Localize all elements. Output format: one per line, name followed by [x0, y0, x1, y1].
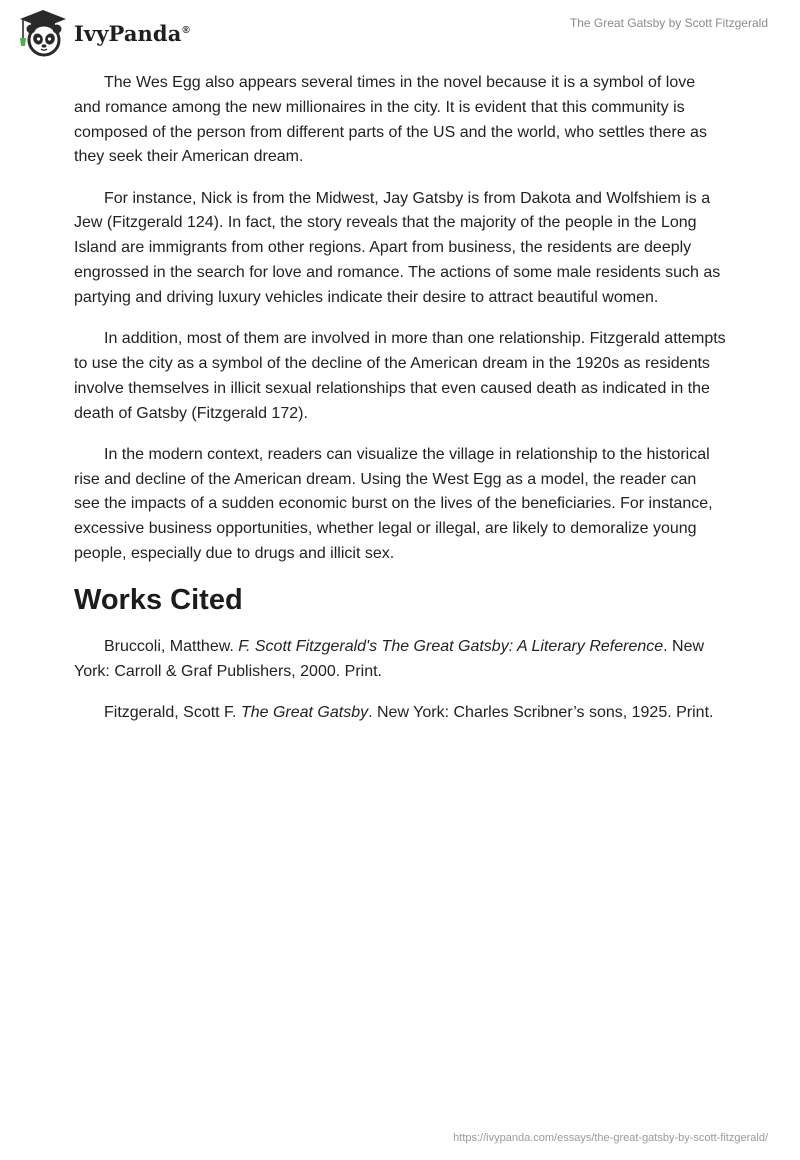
- source-url-link[interactable]: https://ivypanda.com/essays/the-great-gatsby-by-scott-fitzgerald/: [453, 1132, 768, 1144]
- body-paragraph: In the modern context, readers can visualize the village in relationship to the historical rise and decline of the American dream. Using the West Egg as a model, the reader can see the impacts of a sudden economic burst on the lives of the beneficiaries. For instance, excessive business opportunities, whether legal or illegal, are likely to demoralize young people, especially due to drugs and illicit sex.: [74, 445, 713, 563]
- citation-author: Fitzgerald, Scott F.: [104, 704, 241, 722]
- body-paragraph: For instance, Nick is from the Midwest, Jay Gatsby is from Dakota and Wolfshiem is a Jew (Fitzgerald 124). In fact, the story reveals that the majority of the people in the Long Island are immigrants from other regions. Apart from business, the residents are deeply engrossed in the search for love and romance. The actions of some male residents such as partying and driving luxury vehicles indicate their desire to attract beautiful women.: [74, 189, 721, 306]
- citation-publication: . New York: Carroll & Graf Publishers, 2000. Print.: [74, 638, 705, 681]
- citation-author: Bruccoli, Matthew.: [104, 638, 239, 656]
- document-title: The Great Gatsby by Scott Fitzgerald: [569, 16, 768, 30]
- brand-logo[interactable]: [14, 8, 190, 58]
- citation-entry: [74, 701, 726, 726]
- registered-mark: ®: [182, 24, 190, 36]
- citation-title: F. Scott Fitzgerald's The Great Gatsby: A Literary Reference: [238, 638, 664, 656]
- works-cited-heading: Works Cited: [74, 584, 243, 617]
- body-paragraph: In addition, most of them are involved in more than one relationship. Fitzgerald attempts to use the city as a symbol of the decline of the American dream in the 1920s as residents involve themselves in illicit sexual relationships that even caused death as indicated in the death of Gatsby (Fitzgerald 172).: [74, 330, 726, 422]
- panda-graduate-icon: [14, 8, 72, 58]
- citation-entry: [74, 635, 726, 685]
- citation-title: The Great Gatsby: [240, 704, 369, 722]
- citation-publication: . New York: Charles Scribner’s sons, 1925. Print.: [368, 704, 714, 722]
- brand-name: IvyPanda®: [74, 20, 190, 46]
- body-paragraph: The Wes Egg also appears several times in the novel because it is a symbol of love and romance among the new millionaires in the city. It is evident that this community is composed of the person from different parts of the US and the world, who settles there as they seek their American dream.: [74, 74, 707, 166]
- essay-content: [74, 71, 726, 743]
- page-header: [0, 0, 800, 62]
